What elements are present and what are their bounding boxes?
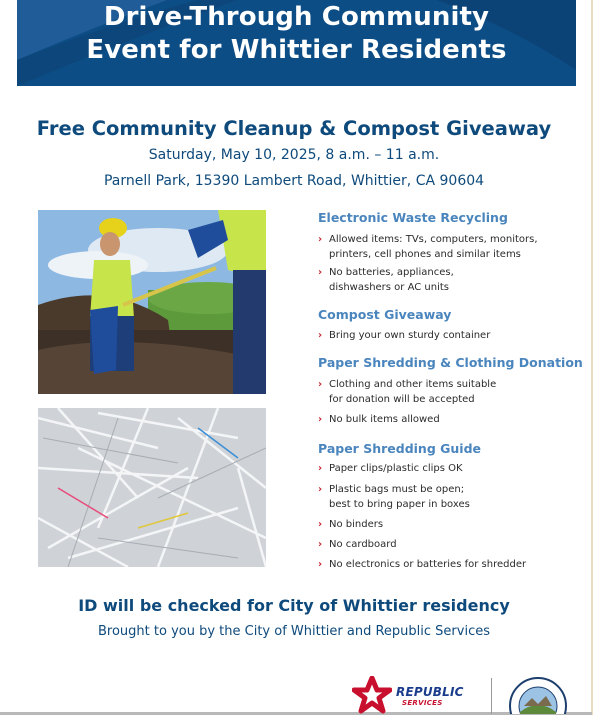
title-banner bbox=[17, 0, 576, 86]
ewaste-item-excluded: › No batteries, appliances, dishwashers or AC units bbox=[318, 267, 454, 293]
chevron-right-icon: › bbox=[318, 414, 323, 425]
photo-shredded-paper bbox=[38, 408, 266, 567]
guide-item-cardboard: › No cardboard bbox=[318, 539, 397, 550]
guide-item-electronics: › No electronics or batteries for shredder bbox=[318, 559, 527, 570]
event-location: Parnell Park, 15390 Lambert Road, Whittier, CA 90604 bbox=[103, 173, 485, 189]
event-date: Saturday, May 10, 2025, 8 a.m. – 11 a.m. bbox=[148, 147, 440, 163]
guide-item-clips: › Paper clips/plastic clips OK bbox=[318, 463, 463, 474]
section-title-shred-guide: Paper Shredding Guide bbox=[318, 441, 481, 456]
ewaste-item-allowed: › Allowed items: TVs, computers, monitors, printers, cell phones and similar items bbox=[318, 234, 538, 260]
event-title: Free Community Cleanup & Compost Giveaway bbox=[36, 117, 552, 140]
chevron-right-icon: › bbox=[318, 484, 323, 495]
clothing-item-no-bulk: › No bulk items allowed bbox=[318, 414, 440, 425]
section-title-compost: Compost Giveaway bbox=[318, 307, 452, 322]
chevron-right-icon: › bbox=[318, 559, 323, 570]
republic-services-logo: REPUBLIC SERVICES bbox=[352, 676, 482, 714]
guide-item-bags: › Plastic bags must be open; best to bring paper in boxes bbox=[318, 484, 470, 510]
republic-star-icon bbox=[352, 676, 392, 714]
page-border-right bbox=[591, 0, 600, 715]
logo-divider bbox=[491, 678, 492, 714]
guide-item-binders: › No binders bbox=[318, 519, 384, 530]
banner-title-line-1: Drive-Through Community bbox=[103, 2, 490, 32]
section-title-shred-clothing: Paper Shredding & Clothing Donation bbox=[318, 355, 583, 370]
chevron-right-icon: › bbox=[318, 519, 323, 530]
chevron-right-icon: › bbox=[318, 234, 323, 245]
clothing-item-accepted: › Clothing and other items suitable for donation will be accepted bbox=[318, 379, 497, 405]
compost-item-container: › Bring your own sturdy container bbox=[318, 330, 491, 341]
banner-title-line-2: Event for Whittier Residents bbox=[86, 35, 507, 65]
chevron-right-icon: › bbox=[318, 330, 323, 341]
residency-notice: ID will be checked for City of Whittier residency bbox=[78, 596, 510, 615]
photo-compost-volunteers bbox=[38, 210, 266, 394]
sponsors-line: Brought to you by the City of Whittier and Republic Services bbox=[98, 624, 490, 639]
city-of-whittier-seal bbox=[508, 676, 568, 714]
chevron-right-icon: › bbox=[318, 379, 323, 390]
chevron-right-icon: › bbox=[318, 267, 323, 278]
chevron-right-icon: › bbox=[318, 463, 323, 474]
chevron-right-icon: › bbox=[318, 539, 323, 550]
section-title-ewaste: Electronic Waste Recycling bbox=[318, 210, 508, 225]
